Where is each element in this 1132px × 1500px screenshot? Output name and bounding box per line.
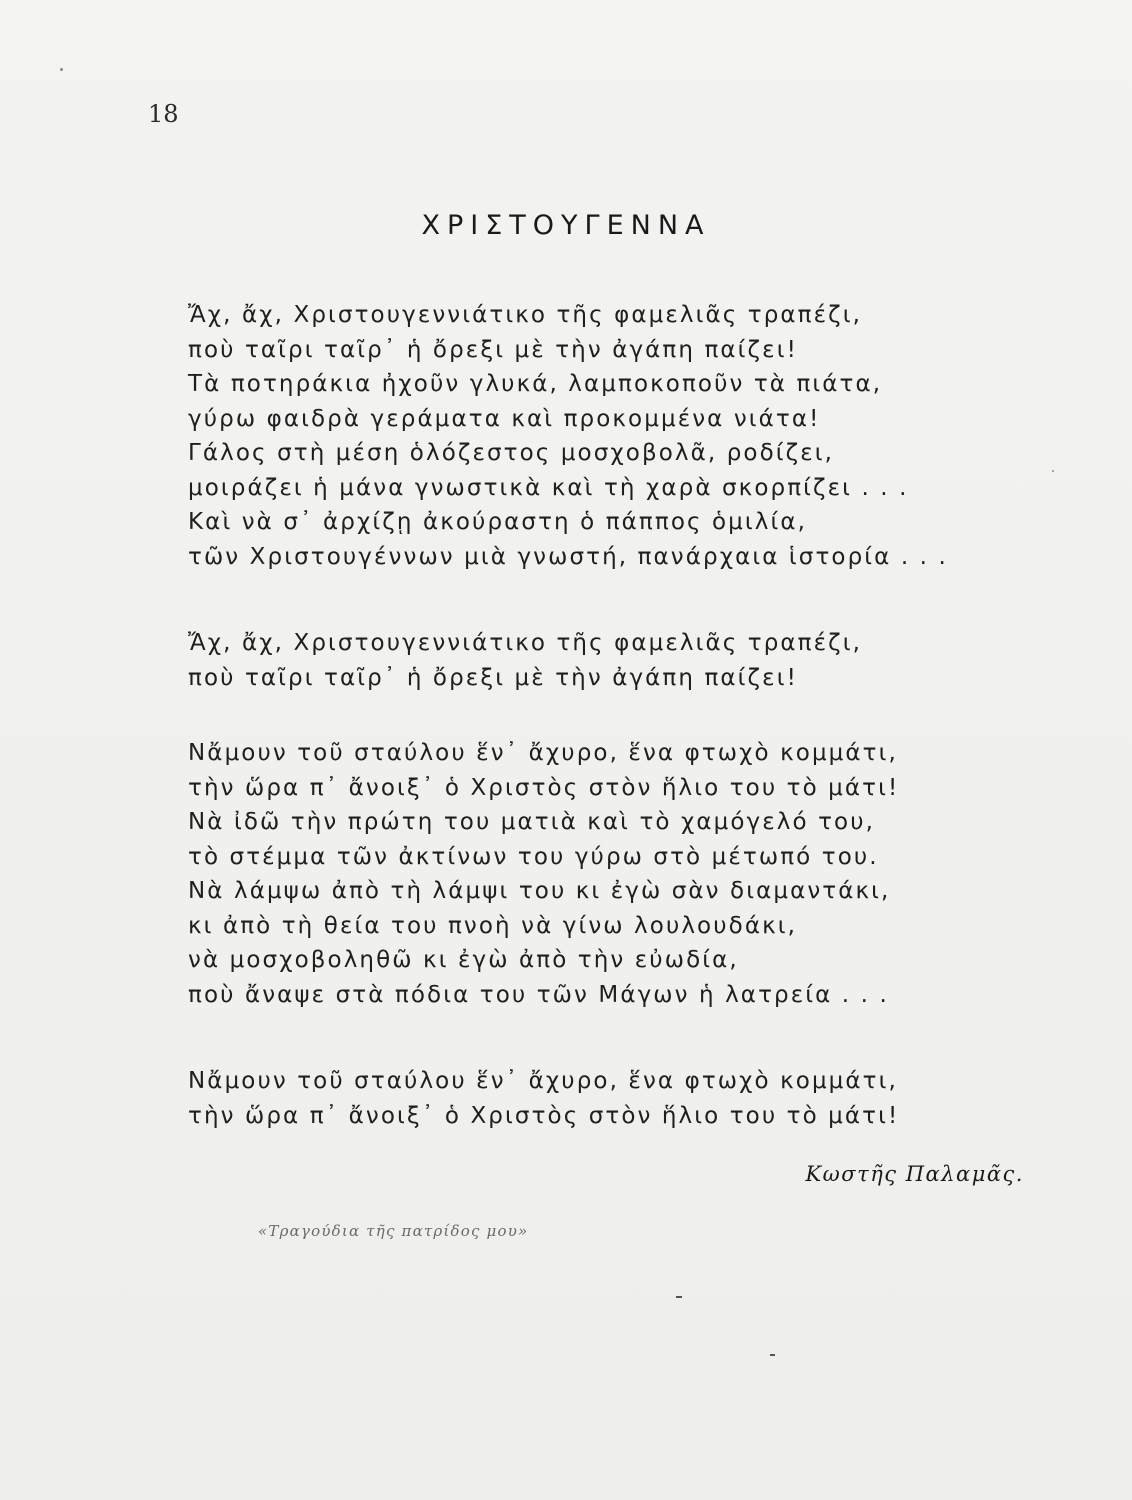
poem-line: Καὶ νὰ σ᾽ ἀρχίζῃ ἀκούραστη ὁ πάππος ὁμιλία, — [188, 509, 808, 535]
poem-line: ποὺ ταῖρι ταῖρ᾽ ἡ ὄρεξι μὲ τὴν ἀγάπη παίζει! — [188, 336, 798, 363]
poem-line: ποὺ ἄναψε στὰ πόδια του τῶν Μάγων ἡ λατρεία . . . — [188, 981, 889, 1008]
stanza-3 — [188, 736, 1088, 1012]
author-signature: Κωστῆς Παλαμᾶς. — [805, 1162, 1024, 1186]
poem-line: Νἄμουν τοῦ σταύλου ἕν᾽ ἄχυρο, ἕνα φτωχὸ κομμάτι, — [188, 1068, 898, 1094]
paper-mark — [770, 1354, 775, 1356]
poem-line: κι ἀπὸ τὴ θεία του πνοὴ νὰ γίνω λουλουδάκι, — [188, 912, 798, 939]
poem-line: τῶν Χριστουγέννων μιὰ γνωστή, πανάρχαια ἱστορία . . . — [188, 543, 948, 570]
page-number: 18 — [148, 100, 179, 128]
poem-line: Νὰ λάμψω ἀπὸ τὴ λάμψι του κι ἐγὼ σὰν διαμαντάκι, — [188, 878, 891, 904]
poem-line: ποὺ ταῖρι ταῖρ᾽ ἡ ὄρεξι μὲ τὴν ἀγάπη παίζει! — [188, 664, 798, 691]
poem-line: Ἄχ, ἄχ, Χριστουγεννιάτικο τῆς φαμελιᾶς τραπέζι, — [188, 302, 863, 328]
poem-line: Νἄμουν τοῦ σταύλου ἕν᾽ ἄχυρο, ἕνα φτωχὸ κομμάτι, — [188, 740, 898, 766]
poem-line: Ἄχ, ἄχ, Χριστουγεννιάτικο τῆς φαμελιᾶς τραπέζι, — [188, 630, 863, 656]
poem-line: νὰ μοσχοβοληθῶ κι ἐγὼ ἀπὸ τὴν εὐωδία, — [188, 947, 739, 973]
poem-line: μοιράζει ἡ μάνα γνωστικὰ καὶ τὴ χαρὰ σκορπίζει . . . — [188, 474, 909, 501]
source-citation: «Τραγούδια τῆς πατρίδος μου» — [258, 1222, 529, 1240]
poem-line: τὴν ὥρα π᾽ ἄνοιξ᾽ ὁ Χριστὸς στὸν ἥλιο του τὸ μάτι! — [188, 1102, 900, 1129]
paper-mark — [676, 1296, 682, 1298]
stanza-4 — [188, 1064, 1088, 1133]
poem-line: τὸ στέμμα τῶν ἀκτίνων του γύρω στὸ μέτωπό του. — [188, 843, 879, 870]
stanza-1 — [188, 298, 1088, 574]
poem-line: Γάλος στὴ μέση ὁλόζεστος μοσχοβολᾶ, ροδίζει, — [188, 440, 835, 466]
poem-line: Τὰ ποτηράκια ἠχοῦν γλυκά, λαμποκοποῦν τὰ πιάτα, — [188, 371, 883, 397]
paper-speck — [1052, 470, 1054, 472]
poem-title: ΧΡΙΣΤΟΥΓΕΝΝΑ — [421, 210, 711, 241]
poem-line: γύρω φαιδρὰ γεράματα καὶ προκομμένα νιάτα! — [188, 405, 821, 432]
poem-line: τὴν ὥρα π᾽ ἄνοιξ᾽ ὁ Χριστὸς στὸν ἥλιο του τὸ μάτι! — [188, 774, 900, 801]
stanza-2 — [188, 626, 1088, 695]
paper-speck — [60, 68, 63, 71]
poem-line: Νὰ ἰδῶ τὴν πρώτη του ματιὰ καὶ τὸ χαμόγελό του, — [188, 809, 876, 835]
